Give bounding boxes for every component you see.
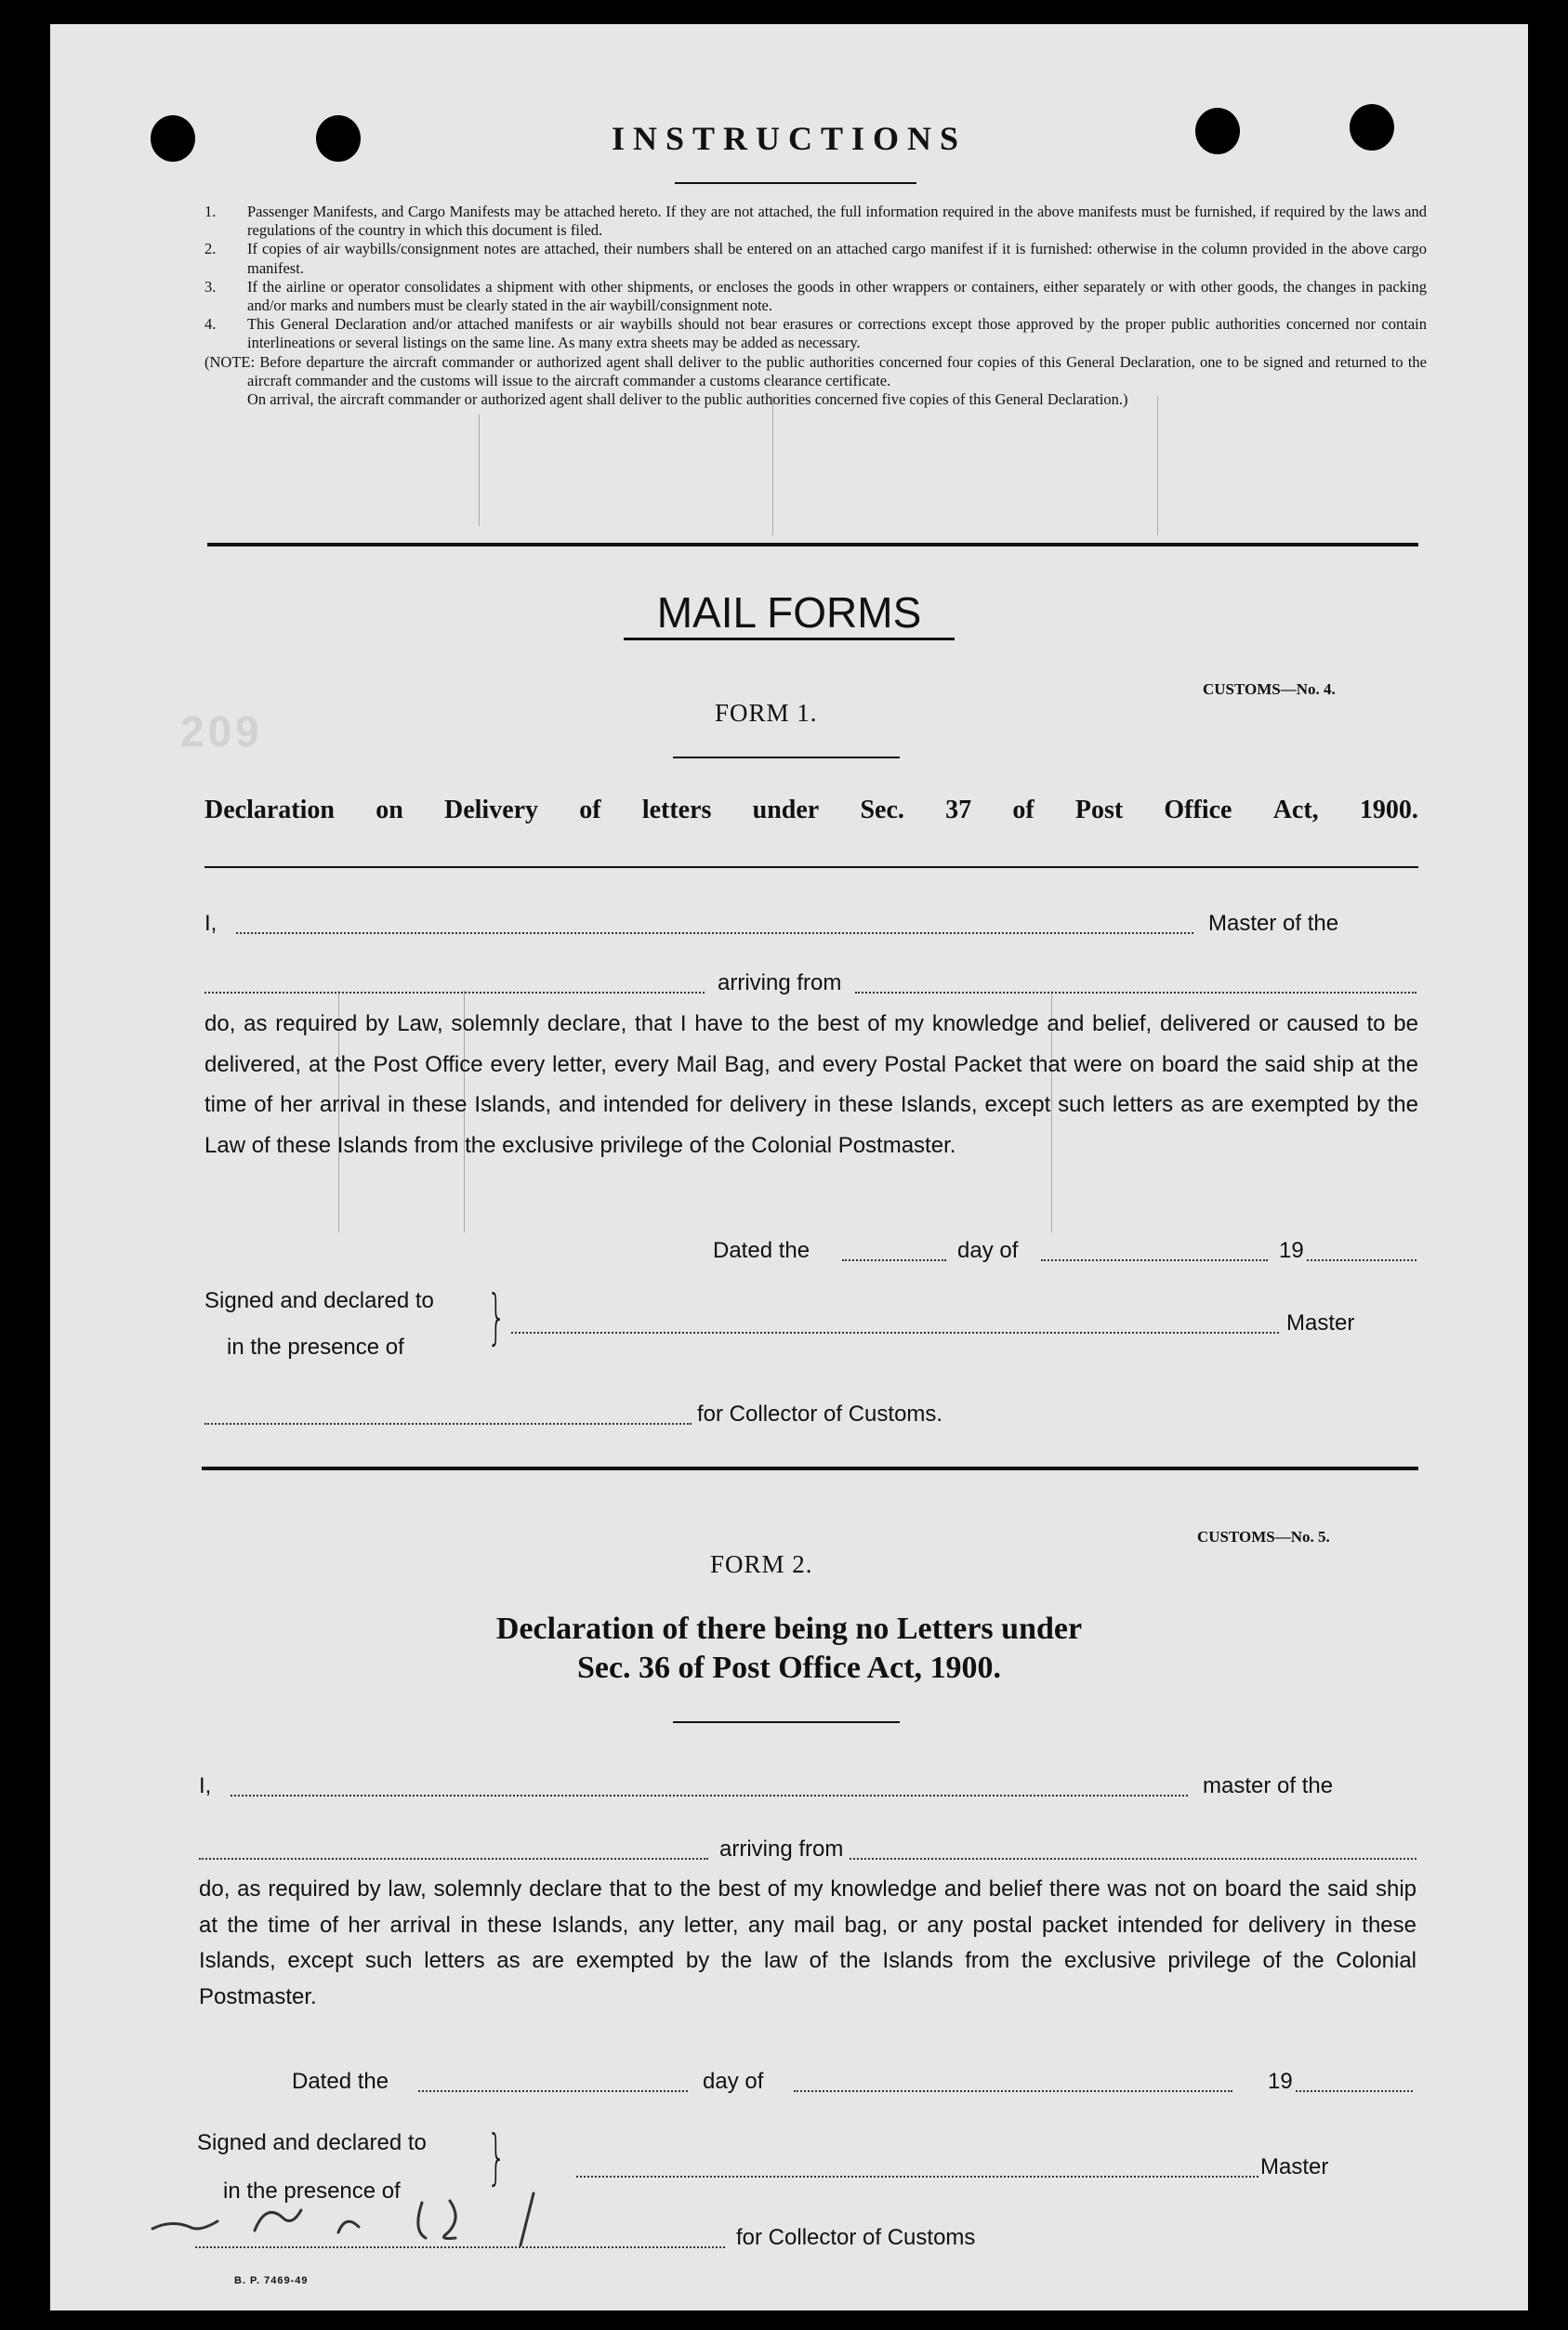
form1-label-collector: for Collector of Customs. bbox=[697, 1402, 943, 1427]
instructions-underline bbox=[675, 182, 916, 184]
form1-customs-number: CUSTOMS—No. 4. bbox=[1203, 680, 1336, 698]
section-divider bbox=[207, 543, 1418, 546]
form2-customs-number: CUSTOMS—No. 5. bbox=[1197, 1528, 1330, 1546]
form1-body-text: do, as required by Law, solemnly declare, that I have to the best of my knowledge and belief, delivered or caused to be delivered, at the Post Office every letter, every Mail Bag, and every Postal Packet that were on board the said ship at the time of her arrival in these Islands, and intended for delivery in these Islands, except such letters as are exempted by the Law of these Islands from the exclusive privilege of the Colonial Postmaster. bbox=[204, 1011, 1418, 1158]
form1-label-arriving-from: arriving from bbox=[718, 970, 842, 995]
form1-collector-signature-field[interactable] bbox=[204, 1422, 692, 1425]
form2-name-field[interactable] bbox=[231, 1794, 1188, 1797]
form2-label-i: I, bbox=[199, 1773, 212, 1798]
form-divider bbox=[202, 1467, 1418, 1470]
form2-signed-label-2: in the presence of bbox=[223, 2179, 401, 2204]
form2-title bbox=[50, 1610, 1528, 1688]
form2-label-collector: for Collector of Customs bbox=[736, 2225, 976, 2250]
fold-line bbox=[1157, 396, 1158, 535]
form1-declaration-title: Declaration on Delivery of letters under Sec. 37 of Post Office Act, 1900. bbox=[204, 796, 1418, 824]
instruction-item: 2. If copies of air waybills/consignment notes are attached, their numbers shall be entered on an attached cargo manifest if it is furnished: otherwise in the column provided in the above cargo manifest. bbox=[204, 240, 1427, 277]
form1-heading-rule bbox=[673, 757, 900, 758]
form2-body-text: do, as required by law, solemnly declare that to the best of my knowledge and belief there was not on board the said ship at the time of her arrival in these Islands, any letter, any mail bag, or any postal packet intended for delivery in these Islands, except such letters as are exempted by the law of the Islands from the exclusive privilege of the Colonial Postmaster. bbox=[199, 1876, 1416, 2009]
form2-origin-field[interactable] bbox=[850, 1857, 1416, 1860]
form2-label-arriving-from: arriving from bbox=[719, 1836, 844, 1862]
form1-year-field[interactable] bbox=[1307, 1258, 1416, 1261]
form2-heading: FORM 2. bbox=[710, 1550, 813, 1578]
form1-heading: FORM 1. bbox=[715, 699, 818, 727]
form2-label-day-of: day of bbox=[703, 2069, 764, 2094]
form2-title-rule bbox=[673, 1721, 900, 1723]
instructions-title: INSTRUCTIONS bbox=[611, 120, 968, 157]
form2-label-master: Master bbox=[1260, 2154, 1329, 2179]
form1-month-field[interactable] bbox=[1041, 1258, 1268, 1261]
instruction-item: 1. Passenger Manifests, and Cargo Manifests may be attached hereto. If they are not attached, the full information required in the above manifests must be furnished, if required by the laws and regulations of the country in which this document is filed. bbox=[204, 203, 1427, 240]
form1-label-day-of: day of bbox=[957, 1238, 1019, 1263]
form2-year-field[interactable] bbox=[1296, 2089, 1413, 2092]
form1-label-master-of-the: Master of the bbox=[1208, 911, 1339, 936]
form2-label-dated-the: Dated the bbox=[292, 2069, 389, 2094]
form1-label-year: 19 bbox=[1279, 1238, 1304, 1263]
form2-label-master-of-the: master of the bbox=[1203, 1773, 1334, 1798]
mail-forms-underline bbox=[624, 638, 955, 640]
form1-name-field[interactable] bbox=[236, 931, 1193, 934]
form1-label-i: I, bbox=[204, 911, 217, 936]
instructions-list bbox=[204, 203, 1427, 409]
form1-brace: } bbox=[487, 1283, 507, 1352]
form1-master-signature-field[interactable] bbox=[511, 1331, 1279, 1334]
form2-ship-field[interactable] bbox=[199, 1857, 708, 1860]
form2-collector-signature-field[interactable] bbox=[195, 2245, 725, 2248]
form2-label-year: 19 bbox=[1268, 2069, 1293, 2094]
form2-master-signature-field[interactable] bbox=[576, 2175, 1258, 2178]
fold-line bbox=[772, 396, 773, 535]
mail-forms-title: MAIL FORMS bbox=[656, 588, 922, 637]
instruction-item: 3. If the airline or operator consolidates a shipment with other shipments, or encloses the goods in other wrappers or containers, either separately or with other goods, the changes in packing and/or marks and numbers must be clearly stated in the air waybill/consignment note. bbox=[204, 277, 1427, 315]
form1-label-dated-the: Dated the bbox=[713, 1238, 810, 1263]
form2-title-line-1: Declaration of there being no Letters under bbox=[495, 1612, 1083, 1646]
form2-month-field[interactable] bbox=[794, 2089, 1232, 2092]
form1-label-master: Master bbox=[1286, 1310, 1355, 1336]
form2-date-field[interactable] bbox=[418, 2089, 688, 2092]
handwritten-scribble-icon bbox=[143, 2175, 664, 2249]
form2-brace: } bbox=[487, 2124, 507, 2192]
document-page bbox=[50, 24, 1528, 2310]
form1-signed-label-2: in the presence of bbox=[227, 1335, 404, 1360]
form1-signed-label-1: Signed and declared to bbox=[204, 1288, 434, 1313]
instruction-note: (NOTE: Before departure the aircraft commander or authorized agent shall deliver to the public authorities concerned four copies of this General Declaration, one to be signed and returned to the aircraft commander and the customs will issue to the aircraft commander a customs clearance certificate. bbox=[204, 352, 1427, 389]
instruction-item: 4. This General Declaration and/or attached manifests or air waybills should not bear erasures or corrections except those approved by the proper public authorities concerned nor contain interlineations or several listings on the same line. As many extra sheets may be added as necessary. bbox=[204, 315, 1427, 352]
instruction-note-arrival: On arrival, the aircraft commander or authorized agent shall deliver to the public authorities concerned five copies of this General Declaration.) bbox=[247, 390, 1128, 409]
form2-title-line-2: Sec. 36 of Post Office Act, 1900. bbox=[576, 1651, 1002, 1685]
printer-code: B. P. 7469-49 bbox=[234, 2275, 309, 2286]
form1-ship-field[interactable] bbox=[204, 991, 705, 994]
form2-signed-label-1: Signed and declared to bbox=[197, 2130, 427, 2155]
form1-title-rule bbox=[204, 866, 1418, 868]
form1-origin-field[interactable] bbox=[855, 991, 1416, 994]
form1-date-field[interactable] bbox=[842, 1258, 946, 1261]
fold-line bbox=[479, 415, 480, 526]
ghost-stamp-number: 209 bbox=[180, 707, 263, 756]
